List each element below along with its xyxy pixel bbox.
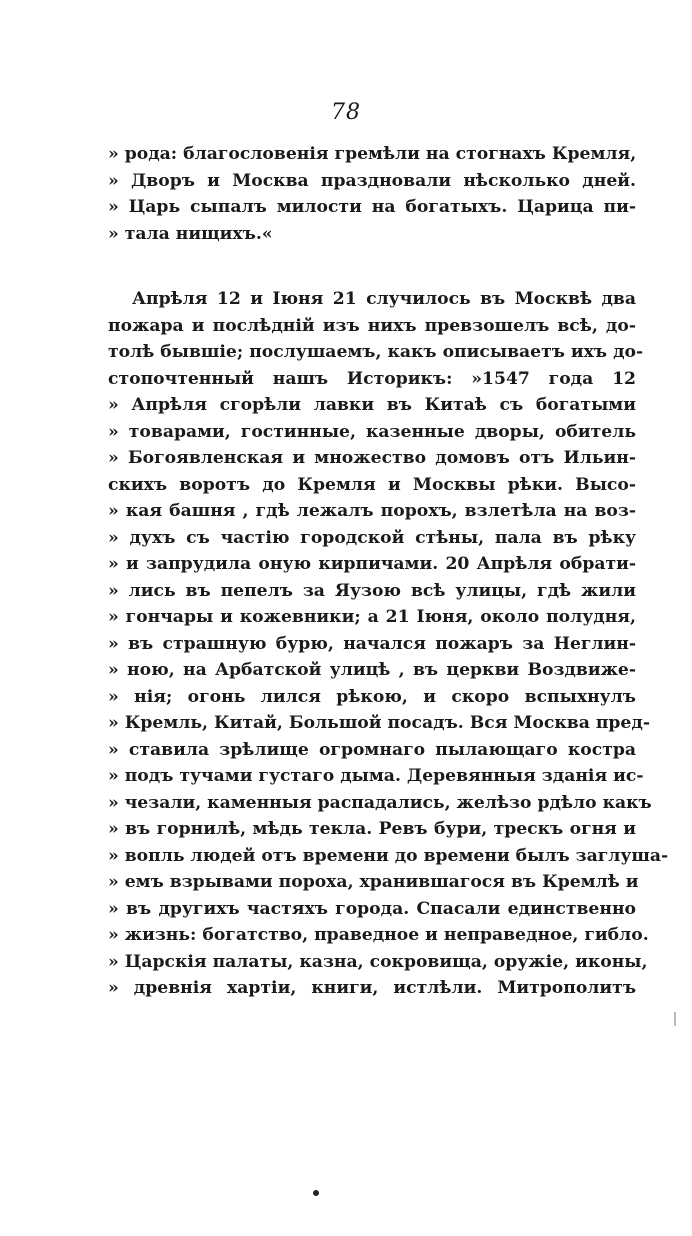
text-line: » въ другихъ частяхъ города. Спасали единственно [108,898,636,919]
text-line: пожара и послѣдній изъ нихъ превзошелъ всѣ, до- [108,315,636,336]
text-line: » товарами, гостинные, казенные дворы, обитель [108,421,636,442]
text-line: » лись въ пепелъ за Яузою всѣ улицы, гдѣ жили [108,580,636,601]
text-line: » и запрудила оную кирпичами. 20 Апрѣля обрати- [108,554,636,574]
text-line: » ною, на Арбатской улицѣ , въ церкви Воздвиже- [108,660,636,680]
text-line: » вопль людей отъ времени до времени былъ заглуша- [108,845,669,866]
text-line: стопочтенный нашъ Историкъ: »1547 года 12 [108,368,636,389]
paragraph-fires-account [108,286,669,1002]
text-line: » Апрѣля сгорѣли лавки въ Китаѣ съ богатыми [108,395,636,415]
text-line: » Богоявленская и множество домовъ отъ Ильин- [108,448,636,468]
text-line: » кая башня , гдѣ лежалъ порохъ, взлетѣла на воз- [108,501,636,521]
text-line: » Царь сыпалъ милости на богатыхъ. Царица пи- [108,197,636,217]
text-line: » рода: благословенія гремѣли на стогнахъ Кремля, [108,144,637,164]
text-line: » Царскія палаты, казна, сокровища, оружіе, иконы, [108,951,648,972]
text-line: » подъ тучами густаго дыма. Деревянныя зданія ис- [108,766,644,786]
text-line: » ставила зрѣлище огромнаго пылающаго костра [108,739,636,760]
text-line: » чезали, каменныя распадались, желѣзо рдѣло какъ [108,792,652,813]
ink-speck [313,1190,319,1196]
text-line: » жизнь: богатство, праведное и неправедное, гибло. [108,925,649,945]
text-line: » въ горнилѣ, мѣдь текла. Ревъ бури, трескъ огня и [108,819,636,839]
text-line: » нія; огонь лился рѣкою, и скоро вспыхнулъ [108,686,636,707]
text-line: » тала нищихъ.« [108,223,273,244]
text-line: » древнія хартіи, книги, истлѣли. Митрополитъ [108,978,636,998]
paragraph-quote-end [108,141,636,247]
text-line: » Кремль, Китай, Большой посадъ. Вся Москва пред- [108,713,650,733]
text-line: » Дворъ и Москва праздновали нѣсколько дней. [108,170,636,191]
text-line: » гончары и кожевники; а 21 Іюня, около полудня, [108,607,636,627]
text-line: » емъ взрывами пороха, хранившагося въ Кремлѣ и [108,872,639,892]
text-line: Апрѣля 12 и Іюня 21 случилось въ Москвѣ два [132,289,636,309]
text-line: скихъ воротъ до Кремля и Москвы рѣки. Высо- [108,474,636,495]
page-number: 78 [331,100,361,125]
margin-mark [674,1012,676,1026]
text-line: толѣ бывшіе; послушаемъ, какъ описываетъ ихъ до- [108,342,644,362]
text-line: » духъ съ частію городской стѣны, пала въ рѣку [108,527,636,548]
text-line: » въ страшную бурю, начался пожаръ за Неглин- [108,633,636,654]
